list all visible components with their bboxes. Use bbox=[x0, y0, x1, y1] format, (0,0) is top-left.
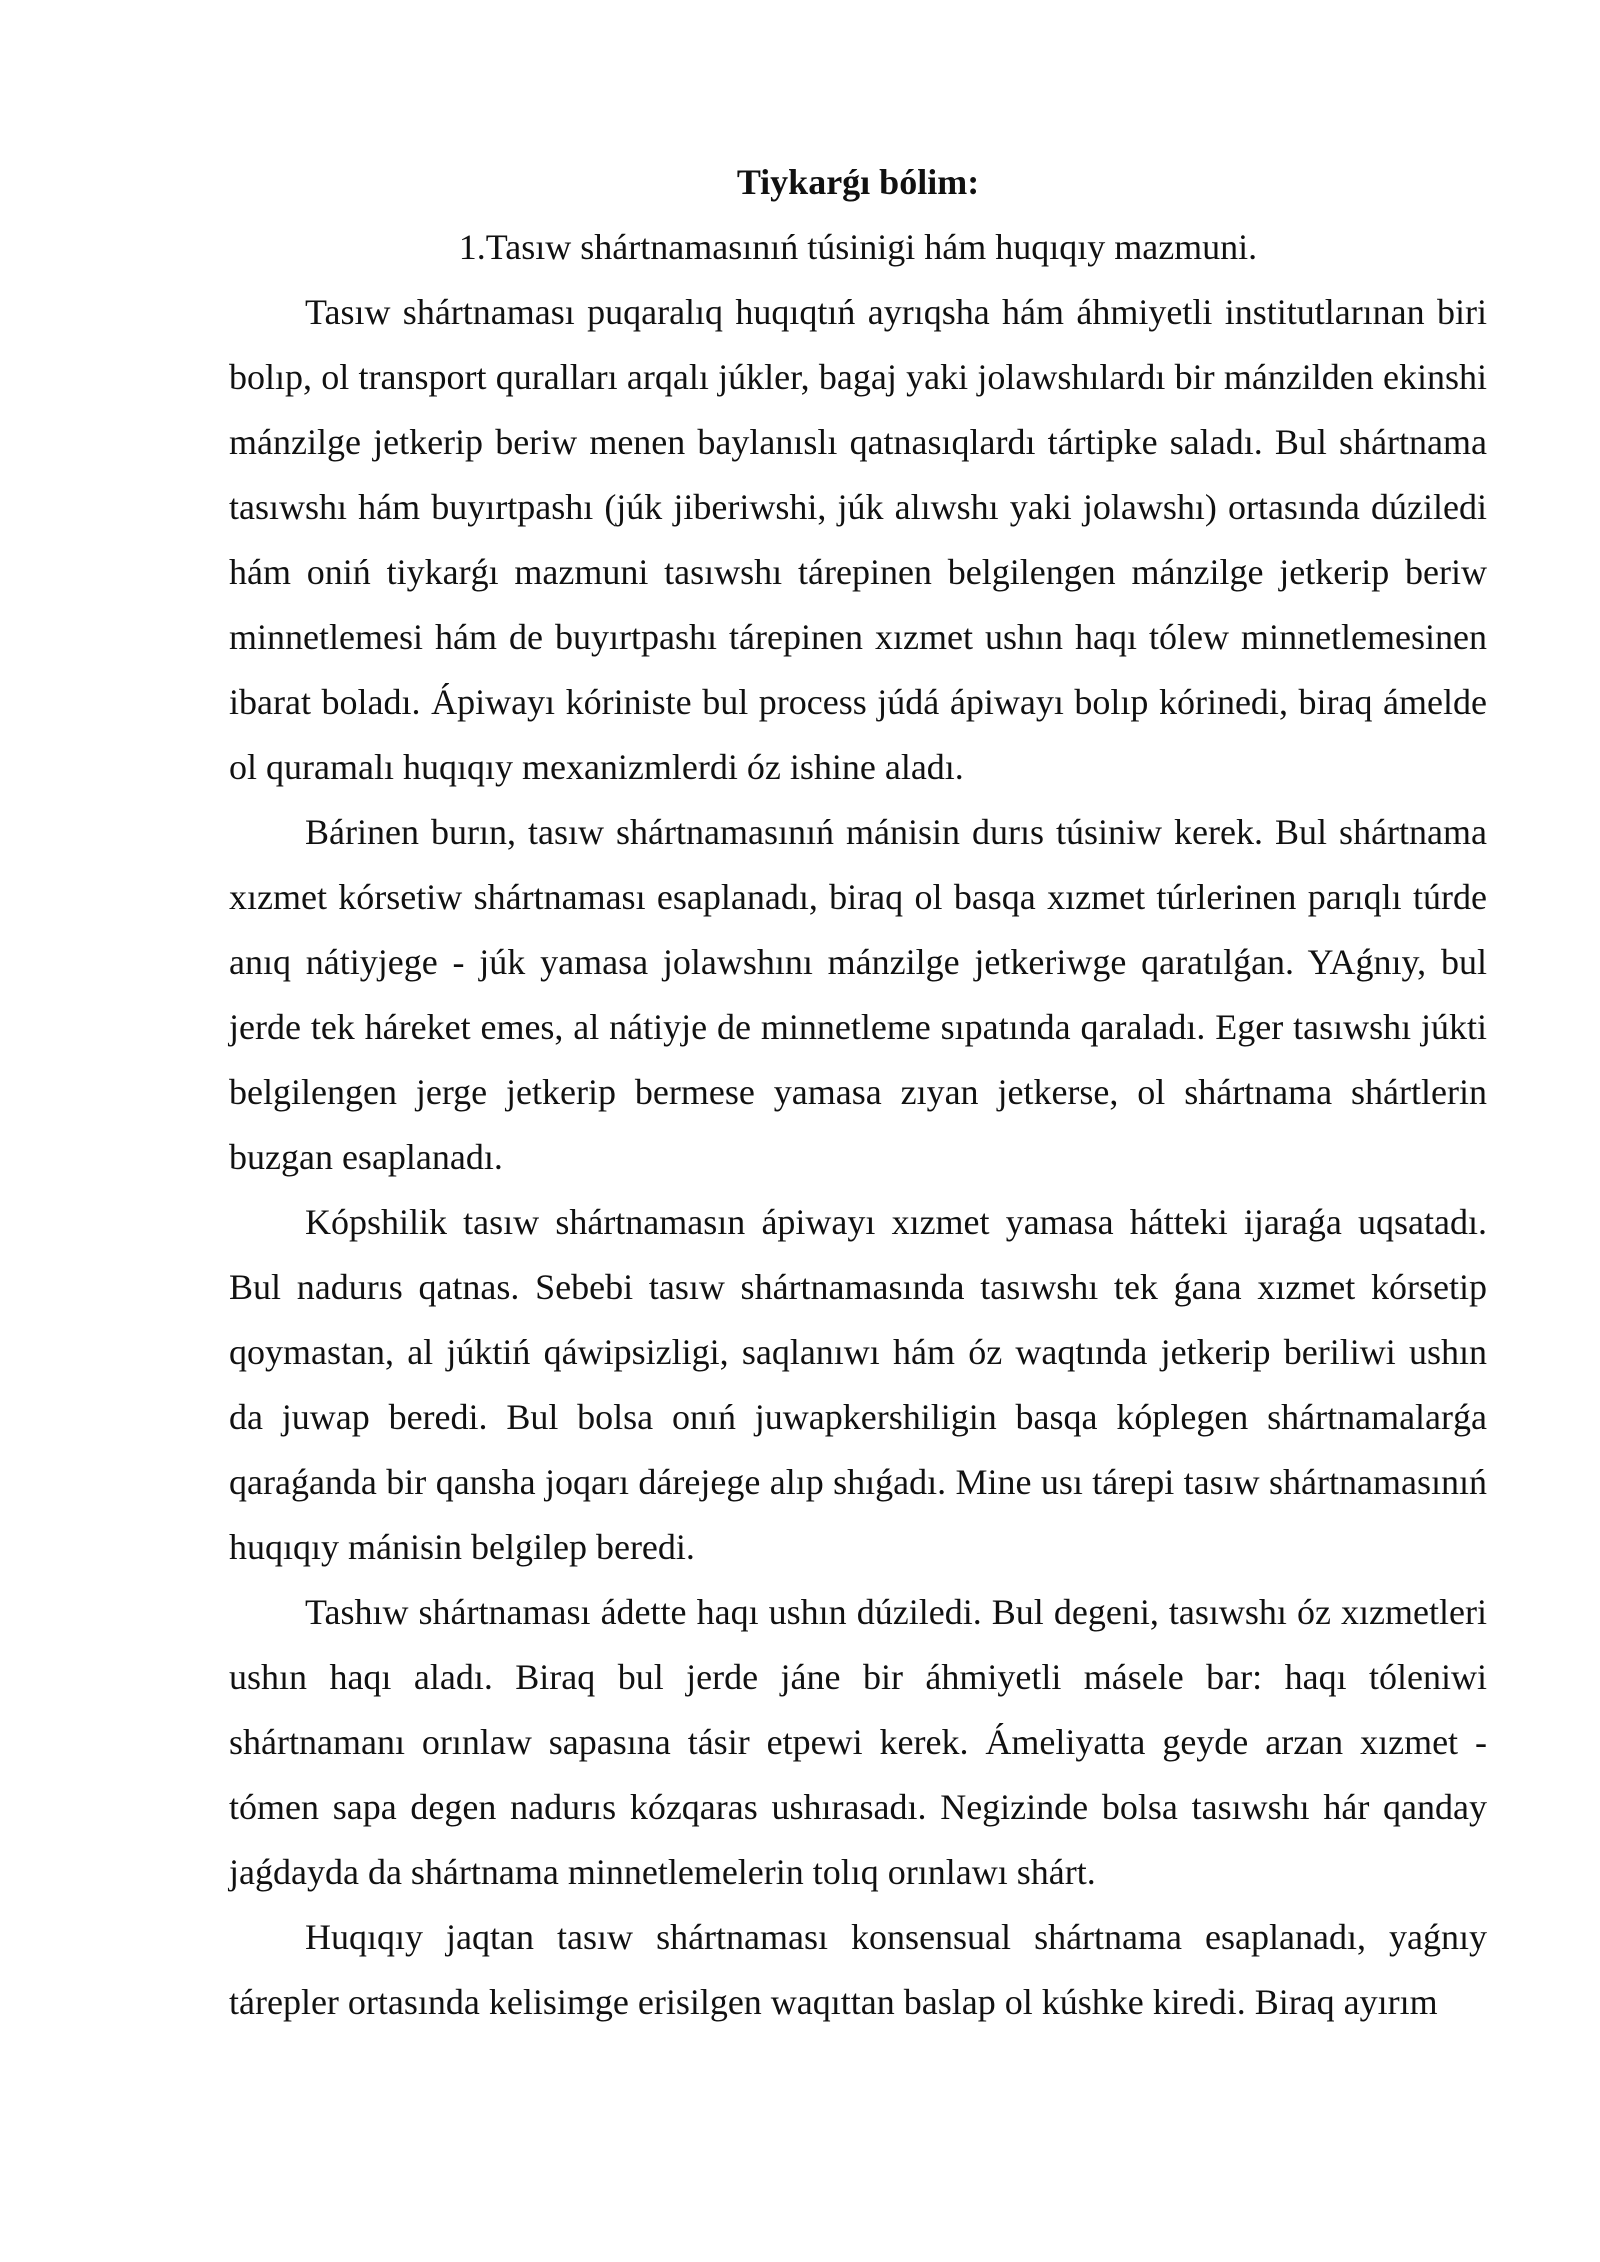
paragraph-3: Kópshilik tasıw shártnamasın ápiwayı xızmet yamasa hátteki ijaraǵa uqsatadı. Bul nadurıs qatnas. Sebebi tasıw shártnamasında tasıwshı tek ǵana xızmet kórsetip qoymastan, al júktiń qáwipsizligi, saqlanıwı hám óz waqtında jetkerip beriliwi ushın da juwap beredi. Bul bolsa onıń juwapkershiligin basqa kóplegen shártnamalarǵa qaraǵanda bir qansha joqarı dárejege alıp shıǵadı. Mine usı tárepi tasıw shártnamasınıń huqıqıy mánisin belgilep beredi. bbox=[229, 1202, 1487, 1567]
section-heading: Tiykarǵı bólim: bbox=[736, 162, 980, 202]
document-body bbox=[229, 150, 1487, 2035]
paragraph-5: Huqıqıy jaqtan tasıw shártnaması konsensual shártnama esaplanadı, yaǵnıy tárepler ortasında kelisimge erisilgen waqıttan baslap ol kúshke kiredi. Biraq ayırım bbox=[229, 1917, 1487, 2022]
section-subheading: 1.Tasıw shártnamasınıń túsinigi hám huqıqıy mazmuni. bbox=[458, 227, 1258, 267]
paragraph-2: Bárinen burın, tasıw shártnamasınıń mánisin durıs túsiniw kerek. Bul shártnama xızmet kórsetiw shártnaması esaplanadı, biraq ol basqa xızmet túrlerinen parıqlı túrde anıq nátiyjege - júk yamasa jolawshını mánzilge jetkeriwge qaratılǵan. YAǵnıy, bul jerde tek háreket emes, al nátiyje de minnetleme sıpatında qaraladı. Eger tasıwshı júkti belgilengen jerge jetkerip bermese yamasa zıyan jetkerse, ol shártnama shártlerin buzgan esaplanadı. bbox=[229, 812, 1487, 1177]
paragraph-4: Tashıw shártnaması ádette haqı ushın dúziledi. Bul degeni, tasıwshı óz xızmetleri ushın haqı aladı. Biraq bul jerde jáne bir áhmiyetli másele bar: haqı tóleniwi shártnamanı orınlaw sapasına tásir etpewi kerek. Ámeliyatta geyde arzan xızmet - tómen sapa degen nadurıs kózqaras ushırasadı. Negizinde bolsa tasıwshı hár qanday jaǵdayda da shártnama minnetlemelerin tolıq orınlawı shárt. bbox=[229, 1592, 1487, 1892]
paragraph-1: Tasıw shártnaması puqaralıq huqıqtıń ayrıqsha hám áhmiyetli institutlarınan biri bolıp, ol transport quralları arqalı júkler, bagaj yaki jolawshılardı bir mánzilden ekinshi mánzilge jetkerip beriw menen baylanıslı qatnasıqlardı tártipke saladı. Bul shártnama tasıwshı hám buyırtpashı (júk jiberiwshi, júk alıwshı yaki jolawshı) ortasında dúziledi hám oniń tiykarǵı mazmuni tasıwshı tárepinen belgilengen mánzilge jetkerip beriw minnetlemesi hám de buyırtpashı tárepinen xızmet ushın haqı tólew minnetlemesinen ibarat boladı. Ápiwayı kóriniste bul process júdá ápiwayı bolıp kórinedi, biraq ámelde ol quramalı huqıqıy mexanizmlerdi óz ishine aladı. bbox=[229, 292, 1487, 787]
